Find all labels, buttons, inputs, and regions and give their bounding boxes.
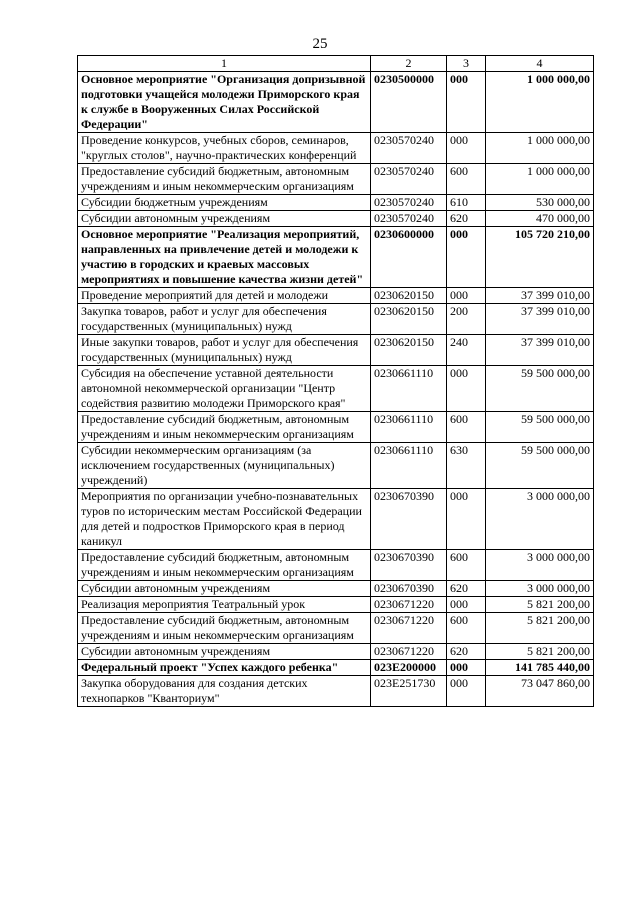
row-code-cell: 0230671220 <box>371 613 447 644</box>
row-amount-cell: 37 399 010,00 <box>486 304 594 335</box>
row-amount-cell: 530 000,00 <box>486 195 594 211</box>
table-row <box>78 133 594 164</box>
row-type-cell: 600 <box>447 412 486 443</box>
table-header-row <box>78 56 594 72</box>
row-type-cell: 600 <box>447 164 486 195</box>
table-row <box>78 304 594 335</box>
row-type-cell: 000 <box>447 676 486 707</box>
row-code-cell: 0230671220 <box>371 644 447 660</box>
row-amount-cell: 470 000,00 <box>486 211 594 227</box>
row-amount-cell: 141 785 440,00 <box>486 660 594 676</box>
row-amount-cell: 59 500 000,00 <box>486 366 594 412</box>
row-name-cell: Проведение конкурсов, учебных сборов, семинаров, "круглых столов", научно-практических конференций <box>78 133 371 164</box>
row-name-cell: Федеральный проект "Успех каждого ребенка" <box>78 660 371 676</box>
header-cell-3: 3 <box>447 56 486 72</box>
row-type-cell: 000 <box>447 72 486 133</box>
table-row <box>78 211 594 227</box>
row-code-cell: 0230670390 <box>371 581 447 597</box>
header-cell-4: 4 <box>486 56 594 72</box>
row-name-cell: Закупка товаров, работ и услуг для обеспечения государственных (муниципальных) нужд <box>78 304 371 335</box>
row-code-cell: 0230661110 <box>371 366 447 412</box>
row-code-cell: 0230570240 <box>371 164 447 195</box>
row-type-cell: 200 <box>447 304 486 335</box>
row-amount-cell: 3 000 000,00 <box>486 550 594 581</box>
row-amount-cell: 59 500 000,00 <box>486 443 594 489</box>
row-code-cell: 0230570240 <box>371 195 447 211</box>
row-code-cell: 0230671220 <box>371 597 447 613</box>
row-name-cell: Субсидия на обеспечение уставной деятельности автономной некоммерческой организации "Центр содействия развитию молодежи Приморского края" <box>78 366 371 412</box>
table-row <box>78 489 594 550</box>
row-code-cell: 0230661110 <box>371 412 447 443</box>
table-row <box>78 412 594 443</box>
row-code-cell: 0230670390 <box>371 489 447 550</box>
row-name-cell: Реализация мероприятия Театральный урок <box>78 597 371 613</box>
row-type-cell: 600 <box>447 613 486 644</box>
row-amount-cell: 105 720 210,00 <box>486 227 594 288</box>
table-row <box>78 288 594 304</box>
row-name-cell: Мероприятия по организации учебно-познавательных туров по историческим местам Российской Федерации для детей и подростков Приморского края в период каникул <box>78 489 371 550</box>
row-amount-cell: 1 000 000,00 <box>486 72 594 133</box>
budget-table <box>77 55 594 707</box>
row-code-cell: 0230570240 <box>371 133 447 164</box>
row-type-cell: 600 <box>447 550 486 581</box>
table-row <box>78 550 594 581</box>
row-name-cell: Предоставление субсидий бюджетным, автономным учреждениям и иным некоммерческим организациям <box>78 164 371 195</box>
row-code-cell: 0230620150 <box>371 288 447 304</box>
row-name-cell: Предоставление субсидий бюджетным, автономным учреждениям и иным некоммерческим организациям <box>78 613 371 644</box>
header-cell-1: 1 <box>78 56 371 72</box>
row-name-cell: Основное мероприятие "Организация допризывной подготовки учащейся молодежи Приморского края к службе в Вооруженных Силах Российской Федерации" <box>78 72 371 133</box>
row-name-cell: Субсидии автономным учреждениям <box>78 211 371 227</box>
table-row <box>78 195 594 211</box>
table-row <box>78 72 594 133</box>
row-amount-cell: 73 047 860,00 <box>486 676 594 707</box>
row-code-cell: 0230670390 <box>371 550 447 581</box>
row-amount-cell: 5 821 200,00 <box>486 597 594 613</box>
row-name-cell: Предоставление субсидий бюджетным, автономным учреждениям и иным некоммерческим организациям <box>78 550 371 581</box>
table-row <box>78 597 594 613</box>
row-name-cell: Предоставление субсидий бюджетным, автономным учреждениям и иным некоммерческим организациям <box>78 412 371 443</box>
row-type-cell: 000 <box>447 227 486 288</box>
row-code-cell: 0230620150 <box>371 304 447 335</box>
table-row <box>78 335 594 366</box>
row-type-cell: 000 <box>447 597 486 613</box>
row-name-cell: Проведение мероприятий для детей и молодежи <box>78 288 371 304</box>
table-row <box>78 644 594 660</box>
row-type-cell: 000 <box>447 288 486 304</box>
row-code-cell: 0230500000 <box>371 72 447 133</box>
row-type-cell: 630 <box>447 443 486 489</box>
header-cell-2: 2 <box>371 56 447 72</box>
table-row <box>78 443 594 489</box>
row-amount-cell: 1 000 000,00 <box>486 164 594 195</box>
row-name-cell: Иные закупки товаров, работ и услуг для обеспечения государственных (муниципальных) нужд <box>78 335 371 366</box>
row-type-cell: 620 <box>447 581 486 597</box>
page-number: 25 <box>312 36 328 52</box>
row-type-cell: 620 <box>447 644 486 660</box>
row-type-cell: 000 <box>447 489 486 550</box>
row-amount-cell: 5 821 200,00 <box>486 613 594 644</box>
table-row <box>78 366 594 412</box>
row-type-cell: 240 <box>447 335 486 366</box>
row-amount-cell: 1 000 000,00 <box>486 133 594 164</box>
row-amount-cell: 3 000 000,00 <box>486 489 594 550</box>
row-name-cell: Субсидии автономным учреждениям <box>78 581 371 597</box>
row-amount-cell: 37 399 010,00 <box>486 335 594 366</box>
row-name-cell: Закупка оборудования для создания детских технопарков "Кванториум" <box>78 676 371 707</box>
row-amount-cell: 3 000 000,00 <box>486 581 594 597</box>
row-type-cell: 000 <box>447 660 486 676</box>
table-row <box>78 660 594 676</box>
row-code-cell: 0230661110 <box>371 443 447 489</box>
table-row <box>78 581 594 597</box>
row-amount-cell: 37 399 010,00 <box>486 288 594 304</box>
row-type-cell: 000 <box>447 133 486 164</box>
row-code-cell: 0230620150 <box>371 335 447 366</box>
row-name-cell: Основное мероприятие "Реализация мероприятий, направленных на привлечение детей и молодежи к участию в городских и краевых массовых мероприятиях и повышение качества жизни детей" <box>78 227 371 288</box>
row-name-cell: Субсидии некоммерческим организациям (за исключением государственных (муниципальных) учреждений) <box>78 443 371 489</box>
row-type-cell: 610 <box>447 195 486 211</box>
table-row <box>78 227 594 288</box>
row-type-cell: 000 <box>447 366 486 412</box>
row-code-cell: 0230570240 <box>371 211 447 227</box>
row-code-cell: 0230600000 <box>371 227 447 288</box>
row-name-cell: Субсидии бюджетным учреждениям <box>78 195 371 211</box>
table-row <box>78 164 594 195</box>
row-type-cell: 620 <box>447 211 486 227</box>
row-amount-cell: 59 500 000,00 <box>486 412 594 443</box>
table-row <box>78 613 594 644</box>
row-amount-cell: 5 821 200,00 <box>486 644 594 660</box>
row-code-cell: 023E251730 <box>371 676 447 707</box>
table-row <box>78 676 594 707</box>
row-code-cell: 023E200000 <box>371 660 447 676</box>
row-name-cell: Субсидии автономным учреждениям <box>78 644 371 660</box>
